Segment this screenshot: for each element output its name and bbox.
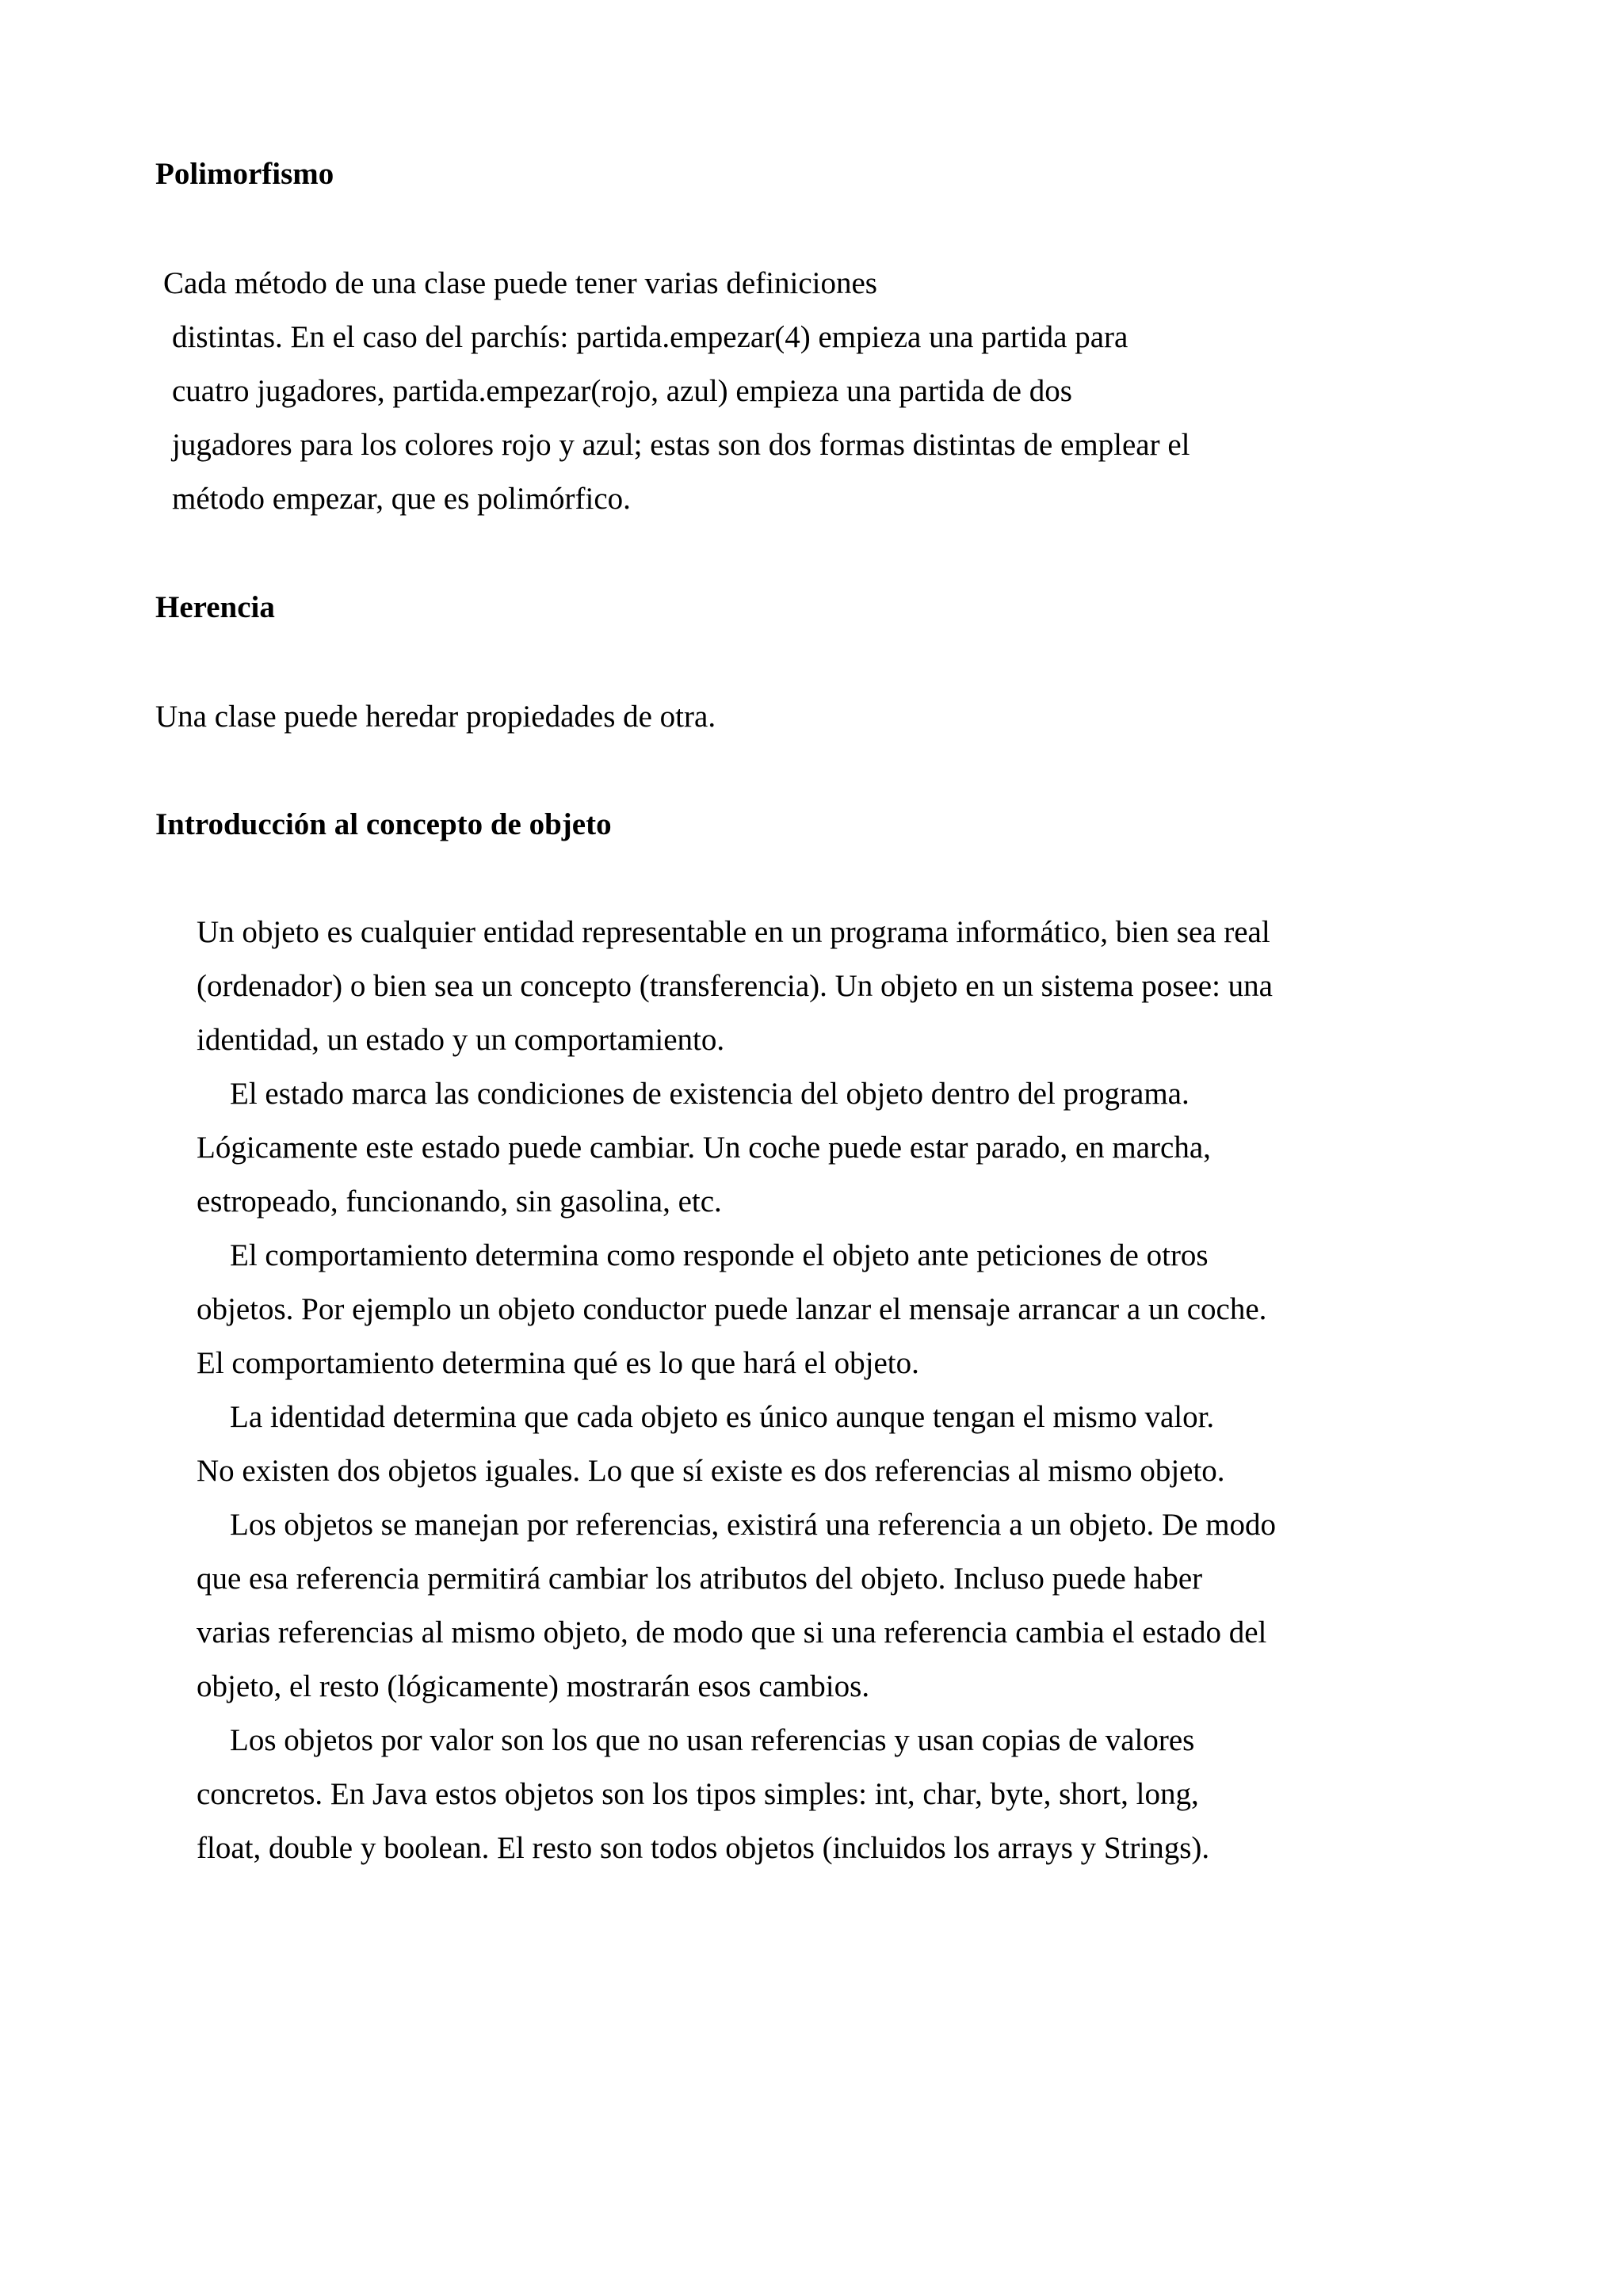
objeto-line: objetos. Por ejemplo un objeto conductor puede lanzar el mensaje arrancar a un coche. <box>197 1292 1267 1326</box>
objeto-line: varias referencias al mismo objeto, de modo que si una referencia cambia el estado del <box>197 1615 1267 1650</box>
objeto-line: El comportamiento determina qué es lo que hará el objeto. <box>197 1346 919 1380</box>
objeto-line: estropeado, funcionando, sin gasolina, etc. <box>197 1184 722 1219</box>
objeto-line: float, double y boolean. El resto son todos objetos (incluidos los arrays y Strings). <box>197 1831 1210 1865</box>
polimorfismo-line: cuatro jugadores, partida.empezar(rojo, azul) empieza una partida de dos <box>172 374 1072 408</box>
objeto-line: Los objetos se manejan por referencias, existirá una referencia a un objeto. De modo <box>230 1508 1277 1542</box>
objeto-line: (ordenador) o bien sea un concepto (transferencia). Un objeto en un sistema posee: una <box>197 969 1273 1003</box>
polimorfismo-line: método empezar, que es polimórfico. <box>172 482 631 516</box>
heading-herencia: Herencia <box>155 590 275 624</box>
polimorfismo-line: jugadores para los colores rojo y azul; estas son dos formas distintas de emplear el <box>172 428 1190 462</box>
objeto-line: Lógicamente este estado puede cambiar. Un coche puede estar parado, en marcha, <box>197 1131 1211 1165</box>
polimorfismo-line: distintas. En el caso del parchís: partida.empezar(4) empieza una partida para <box>172 320 1128 354</box>
heading-introduccion-objeto: Introducción al concepto de objeto <box>155 807 612 841</box>
objeto-line: identidad, un estado y un comportamiento. <box>197 1023 725 1057</box>
objeto-line: que esa referencia permitirá cambiar los atributos del objeto. Incluso puede haber <box>197 1562 1203 1596</box>
objeto-line: objeto, el resto (lógicamente) mostrarán esos cambios. <box>197 1669 870 1703</box>
objeto-line: Los objetos por valor son los que no usan referencias y usan copias de valores <box>230 1723 1195 1757</box>
objeto-line: El comportamiento determina como responde el objeto ante peticiones de otros <box>230 1238 1209 1272</box>
objeto-line: concretos. En Java estos objetos son los tipos simples: int, char, byte, short, long, <box>197 1777 1199 1811</box>
heading-polimorfismo: Polimorfismo <box>155 157 334 191</box>
objeto-line: La identidad determina que cada objeto es único aunque tengan el mismo valor. <box>230 1400 1215 1434</box>
objeto-line: No existen dos objetos iguales. Lo que sí existe es dos referencias al mismo objeto. <box>197 1454 1225 1488</box>
objeto-line: Un objeto es cualquier entidad representable en un programa informático, bien sea real <box>197 915 1270 949</box>
polimorfismo-line: Cada método de una clase puede tener varias definiciones <box>163 266 877 300</box>
herencia-paragraph: Una clase puede heredar propiedades de otra. <box>155 700 716 734</box>
objeto-line: El estado marca las condiciones de existencia del objeto dentro del programa. <box>230 1077 1190 1111</box>
